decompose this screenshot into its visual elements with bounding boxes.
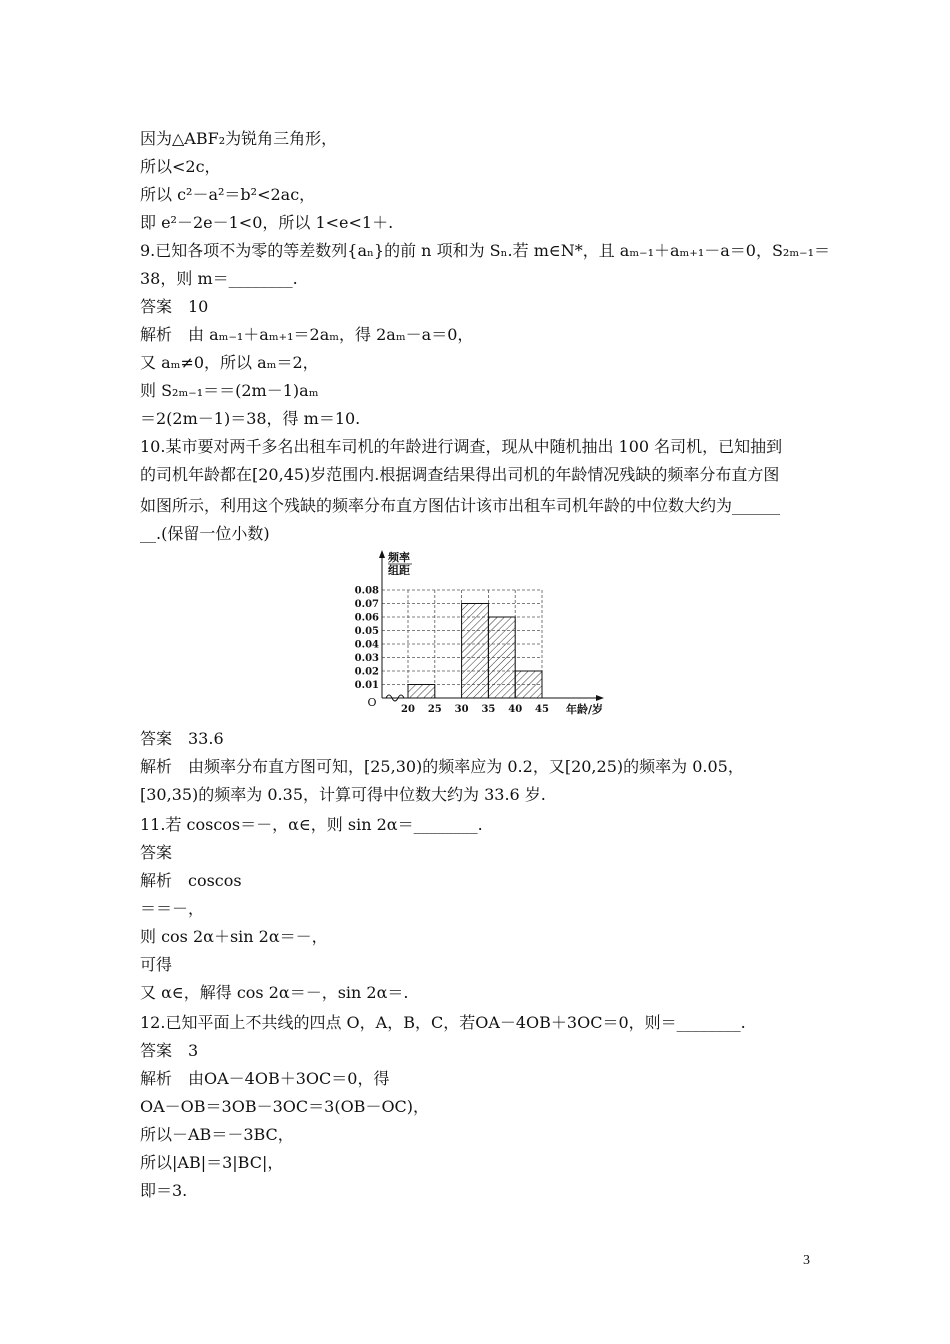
text-line: [30,35)的频率为 0.35，计算可得中位数大约为 33.6 岁. <box>140 785 546 804</box>
x-tick-label: 20 <box>401 704 415 715</box>
text-line: 如图所示，利用这个残缺的频率分布直方图估计该市出租车司机年龄的中位数大约为______ <box>140 496 781 515</box>
y-axis-label: 组距 <box>388 564 410 577</box>
x-tick-label: 35 <box>481 704 496 715</box>
frequency-histogram <box>352 550 612 720</box>
y-tick-label: 0.05 <box>354 626 379 637</box>
x-tick-label: 30 <box>454 704 469 715</box>
text-line: 又 α∈，解得 cos 2α＝－，sin 2α＝. <box>140 983 409 1002</box>
text-line: 答案 3 <box>140 1041 199 1060</box>
text-line: 的司机年龄都在[20,45)岁范围内.根据调查结果得出司机的年龄情况残缺的频率分布直方图 <box>140 465 780 484</box>
text-line: 38，则 m＝________. <box>140 269 298 288</box>
x-tick-label: 25 <box>427 704 442 715</box>
text-line: 10.某市要对两千多名出租车司机的年龄进行调查，现从中随机抽出 100 名司机，已知抽到 <box>140 437 783 456</box>
text-line: 答案 <box>140 843 173 862</box>
histogram-bar <box>462 604 489 699</box>
text-line: 所以<2c， <box>140 157 221 176</box>
text-line: 解析 由 aₘ₋₁＋aₘ₊₁＝2aₘ，得 2aₘ－a＝0， <box>140 325 474 344</box>
page-number: 3 <box>803 1253 810 1268</box>
y-tick-label: 0.01 <box>354 680 379 691</box>
text-line: 12.已知平面上不共线的四点 O，A，B，C，若OA－4OB＋3OC＝0，则＝________. <box>140 1013 746 1032</box>
text-line: 则 cos 2α＋sin 2α＝－， <box>140 927 328 946</box>
histogram-bar <box>488 617 515 698</box>
y-axis-arrow <box>379 550 385 558</box>
y-tick-label: 0.08 <box>354 585 379 597</box>
text-line: 因为△ABF₂为锐角三角形， <box>140 129 338 148</box>
text-line: 解析 由OA－4OB＋3OC＝0，得 <box>140 1069 390 1088</box>
y-tick-label: 0.03 <box>354 653 379 664</box>
text-line: 即 e²－2e－1<0，所以 1<e<1＋. <box>140 213 394 232</box>
y-tick-label: 0.06 <box>354 612 379 624</box>
text-line: 即＝3. <box>140 1181 188 1200</box>
text-line: 11.若 coscos＝－，α∈，则 sin 2α＝________. <box>140 815 483 834</box>
histogram-bar <box>515 671 542 698</box>
origin-label: O <box>367 696 377 709</box>
x-axis-arrow <box>596 695 604 701</box>
text-line: 所以 c²－a²＝b²<2ac， <box>140 185 316 204</box>
text-line: 答案 10 <box>140 297 209 316</box>
y-tick-label: 0.07 <box>354 599 379 610</box>
text-line: 所以－AB＝－3BC， <box>140 1125 294 1144</box>
histogram-svg <box>352 550 612 720</box>
text-line: 所以|AB|＝3|BC|， <box>140 1153 284 1172</box>
text-line: 答案 33.6 <box>140 729 224 748</box>
text-line: 可得 <box>140 955 173 974</box>
text-line: OA－OB＝3OB－3OC＝3(OB－OC)， <box>140 1097 430 1116</box>
text-line: 解析 coscos <box>140 871 242 890</box>
text-line: 则 S₂ₘ₋₁＝＝(2m－1)aₘ <box>140 381 319 400</box>
histogram-bar <box>408 685 435 699</box>
x-tick-label: 45 <box>535 704 549 715</box>
text-line: 又 aₘ≠0，所以 aₘ＝2， <box>140 353 319 372</box>
x-axis-label: 年龄/岁 <box>566 703 604 716</box>
y-axis-label: 频率 <box>388 551 410 564</box>
y-tick-label: 0.04 <box>354 639 379 651</box>
text-line: 解析 由频率分布直方图可知，[25,30)的频率应为 0.2，又[20,25)的频率为 0.05， <box>140 757 744 776</box>
y-tick-label: 0.02 <box>354 666 379 678</box>
text-line: ＝＝－， <box>140 899 205 918</box>
text-line: 9.已知各项不为零的等差数列{aₙ}的前 n 项和为 Sₙ.若 m∈N*，且 aₘ₋₁＋aₘ₊₁－a＝0，S₂ₘ₋₁＝ <box>140 241 830 260</box>
text-line: ＝2(2m－1)＝38，得 m＝10. <box>140 409 361 428</box>
x-tick-label: 40 <box>508 704 523 715</box>
text-line: __.(保留一位小数) <box>140 524 270 543</box>
